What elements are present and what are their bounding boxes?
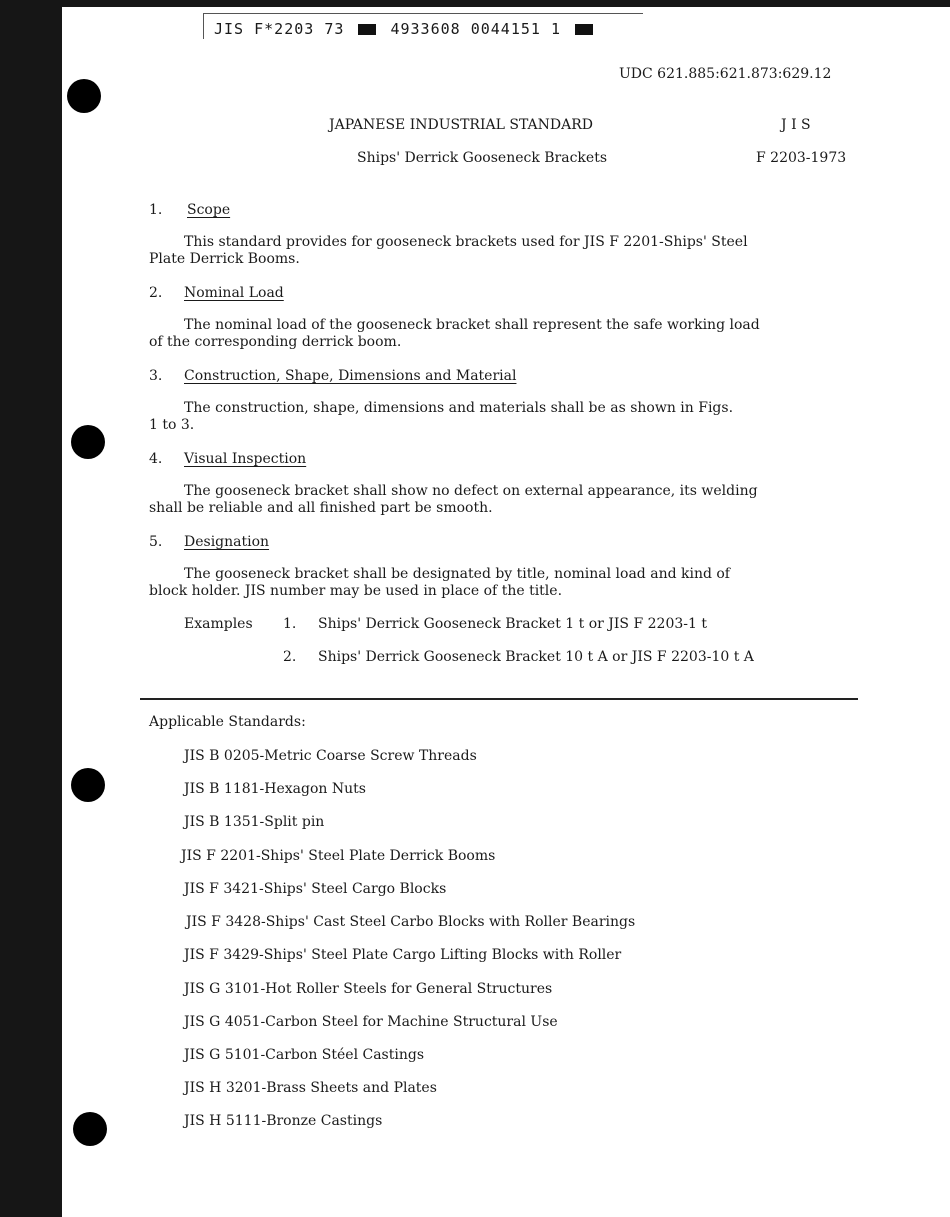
applicable-item: JIS F 3428-Ships' Cast Steel Carbo Blocks with Roller Bearings — [186, 914, 636, 930]
section-text-line: This standard provides for gooseneck brackets used for JIS F 2201-Ships' Steel — [184, 234, 748, 250]
section-title: Construction, Shape, Dimensions and Material — [184, 368, 517, 384]
section-title: Nominal Load — [184, 285, 284, 301]
section-number: 2. — [149, 285, 163, 301]
section-number: 3. — [149, 368, 163, 384]
applicable-item: JIS B 0205-Metric Coarse Screw Threads — [184, 748, 477, 764]
header-code — [203, 13, 643, 39]
example-number: 2. — [283, 649, 297, 665]
section-number: 5. — [149, 534, 163, 550]
applicable-item: JIS B 1351-Split pin — [184, 814, 325, 830]
section-text-line: The construction, shape, dimensions and materials shall be as shown in Figs. — [184, 400, 734, 416]
section-title: Scope — [187, 202, 231, 218]
org-name: JAPANESE INDUSTRIAL STANDARD — [329, 117, 593, 133]
applicable-item: JIS F 2201-Ships' Steel Plate Derrick Booms — [181, 848, 496, 864]
example-number: 1. — [283, 616, 297, 632]
applicable-item: JIS F 3429-Ships' Steel Plate Cargo Lifting Blocks with Roller — [184, 947, 622, 963]
examples-label: Examples — [184, 616, 253, 632]
jis-label: J I S — [781, 117, 811, 133]
doc-title: Ships' Derrick Gooseneck Brackets — [357, 150, 608, 166]
punch-hole — [73, 1112, 107, 1146]
section-number: 4. — [149, 451, 163, 467]
top-edge-bar — [62, 0, 950, 7]
section-divider — [140, 698, 858, 700]
header-code-mid: 4933608 0044151 1 — [390, 20, 561, 38]
section-text-line: The gooseneck bracket shall show no defect on external appearance, its welding — [184, 483, 758, 499]
section-text-line: 1 to 3. — [149, 417, 195, 433]
section-title: Visual Inspection — [184, 451, 307, 467]
punch-hole — [67, 79, 101, 113]
section-text-line: Plate Derrick Booms. — [149, 251, 300, 267]
section-title: Designation — [184, 534, 270, 550]
applicable-heading: Applicable Standards: — [149, 714, 306, 730]
doc-number: F 2203-1973 — [756, 150, 847, 166]
section-text-line: block holder. JIS number may be used in place of the title. — [149, 583, 563, 599]
applicable-item: JIS H 3201-Brass Sheets and Plates — [184, 1080, 437, 1096]
example-text: Ships' Derrick Gooseneck Bracket 10 t A or JIS F 2203-10 t A — [318, 649, 754, 665]
applicable-item: JIS G 5101-Carbon Stéel Castings — [184, 1047, 425, 1063]
redaction-block — [358, 24, 376, 35]
applicable-item: JIS G 4051-Carbon Steel for Machine Structural Use — [184, 1014, 558, 1030]
udc-code: UDC 621.885:621.873:629.12 — [619, 66, 832, 82]
section-text-line: shall be reliable and all finished part be smooth. — [149, 500, 493, 516]
applicable-item: JIS H 5111-Bronze Castings — [184, 1113, 383, 1129]
punch-hole — [71, 425, 105, 459]
section-text-line: of the corresponding derrick boom. — [149, 334, 402, 350]
header-code-prefix: JIS F*2203 73 — [214, 20, 345, 38]
binding-margin — [0, 0, 62, 1217]
applicable-item: JIS F 3421-Ships' Steel Cargo Blocks — [184, 881, 447, 897]
punch-hole — [71, 768, 105, 802]
example-text: Ships' Derrick Gooseneck Bracket 1 t or JIS F 2203-1 t — [318, 616, 707, 632]
applicable-item: JIS G 3101-Hot Roller Steels for General Structures — [184, 981, 553, 997]
section-text-line: The nominal load of the gooseneck bracket shall represent the safe working load — [184, 317, 760, 333]
section-text-line: The gooseneck bracket shall be designated by title, nominal load and kind of — [184, 566, 730, 582]
applicable-item: JIS B 1181-Hexagon Nuts — [184, 781, 366, 797]
section-number: 1. — [149, 202, 163, 218]
redaction-block — [575, 24, 593, 35]
